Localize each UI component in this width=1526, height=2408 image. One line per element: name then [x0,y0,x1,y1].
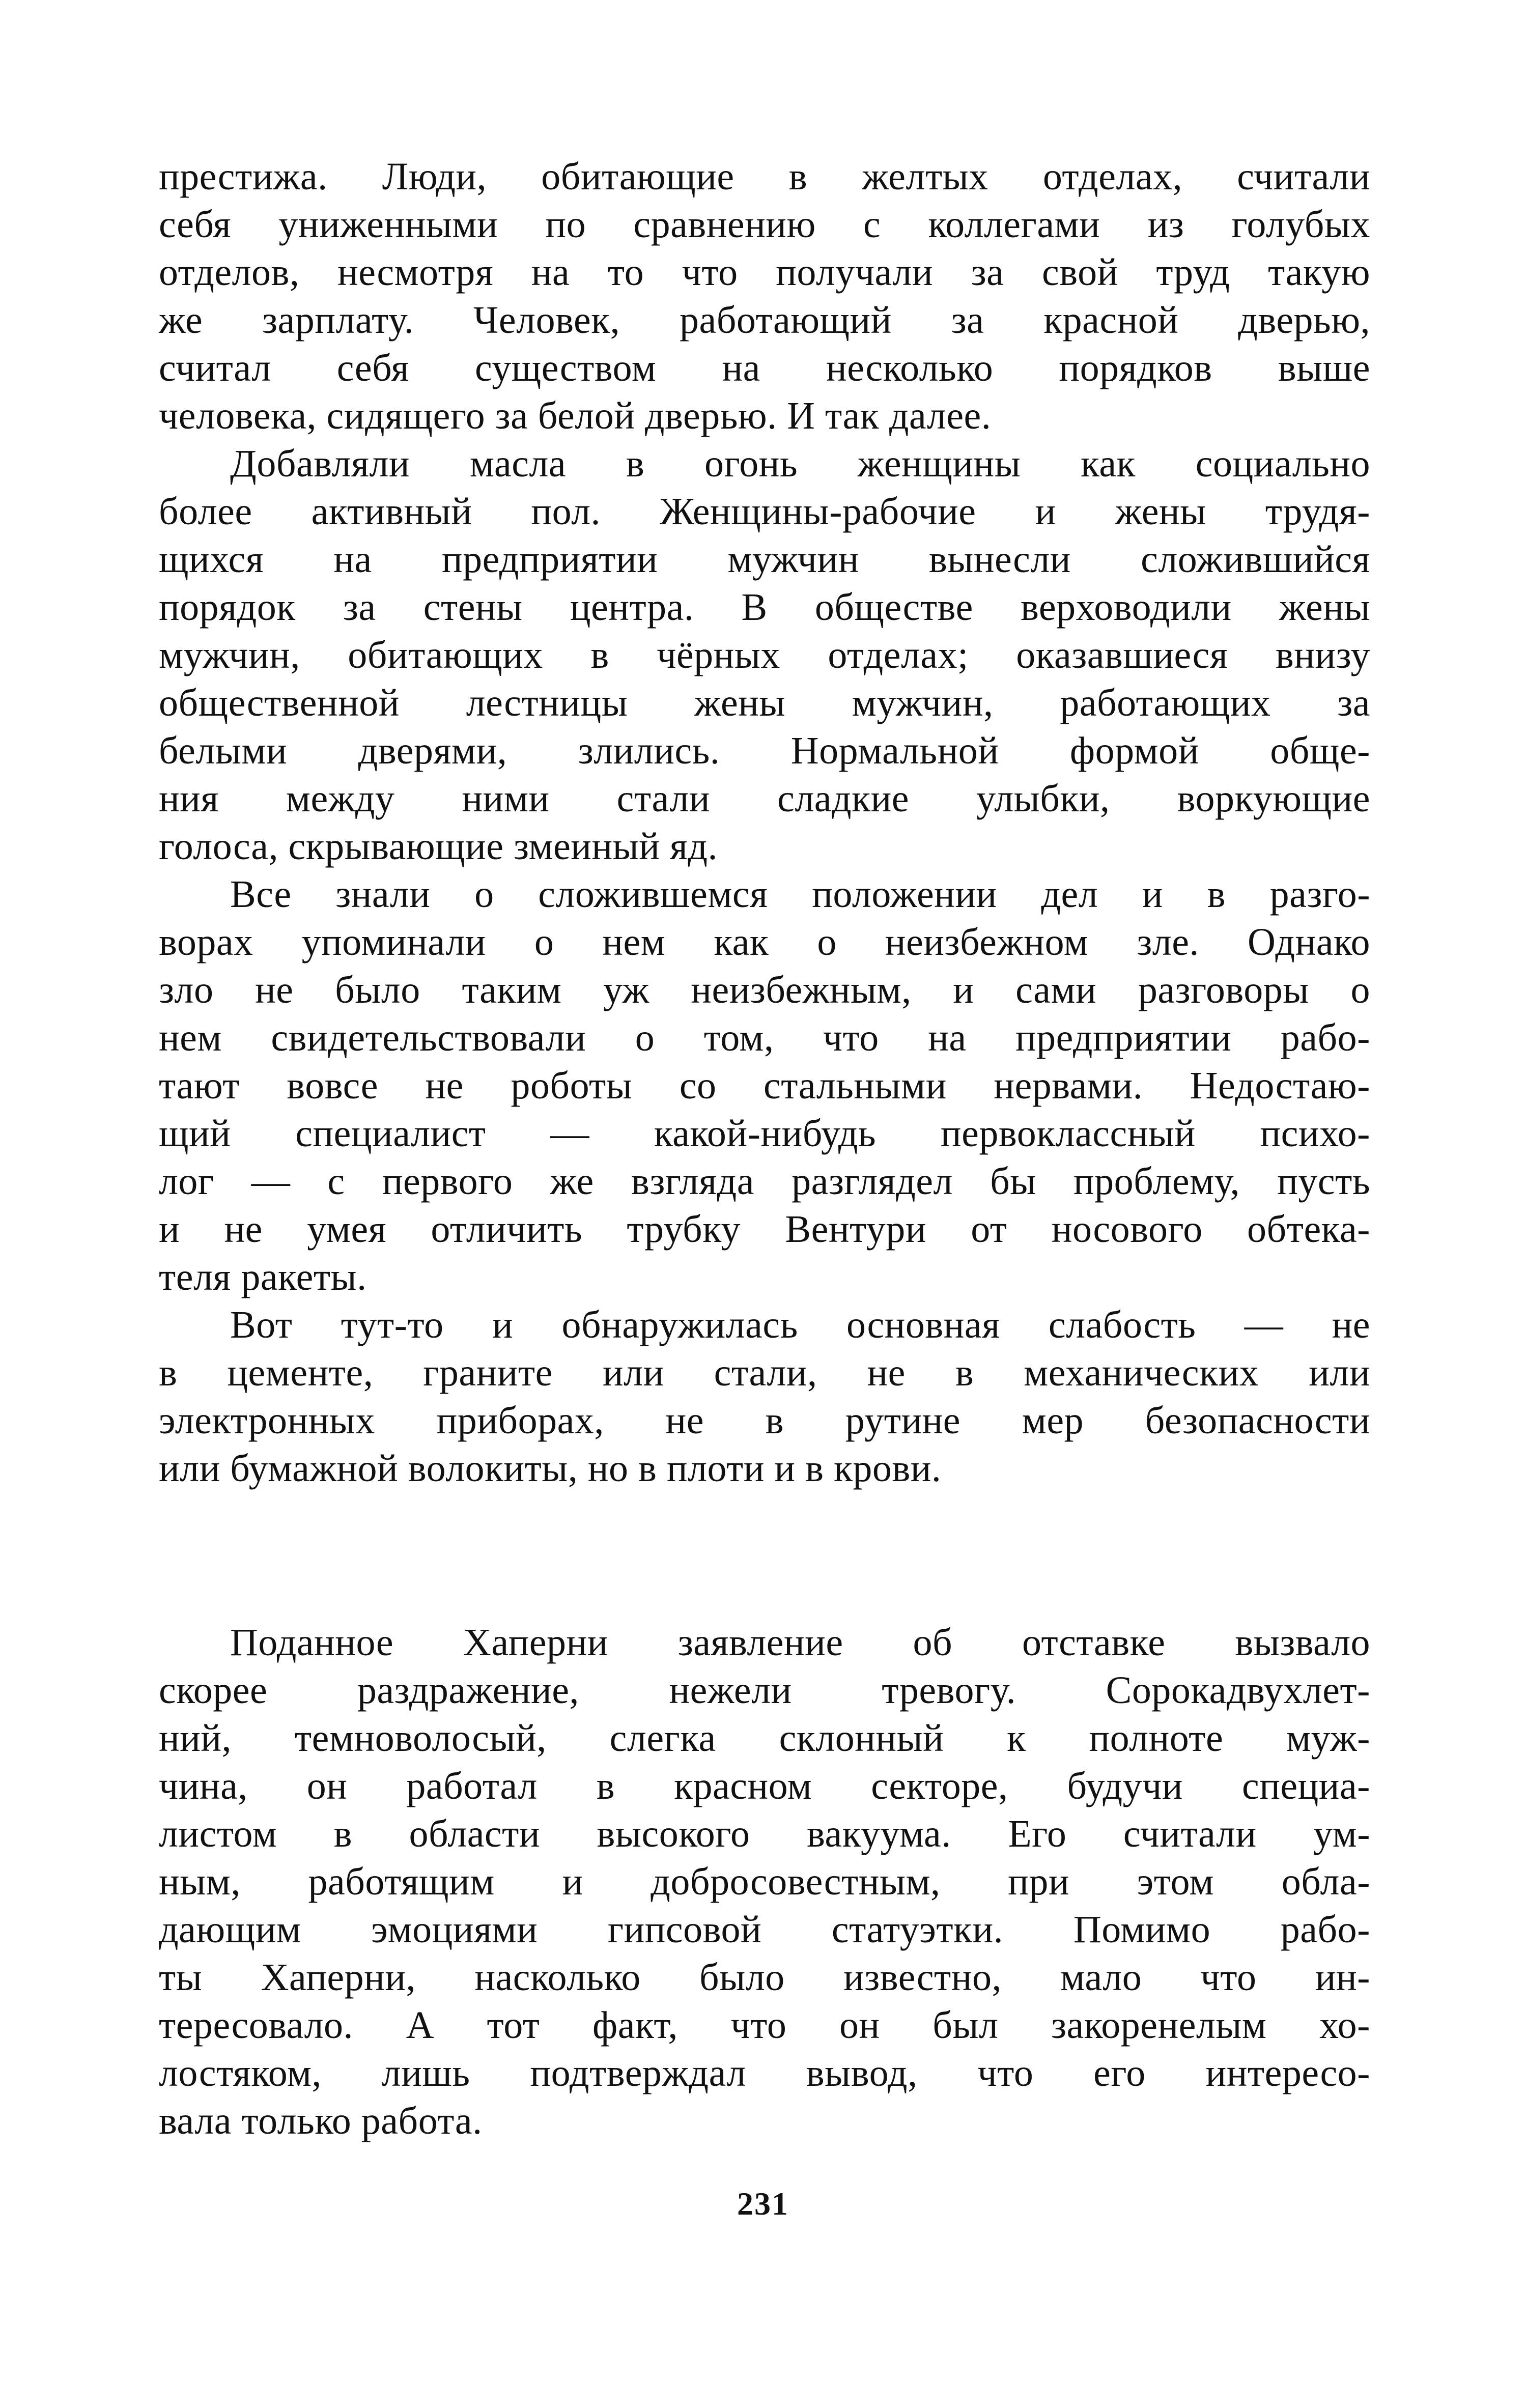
text-line: Вот тут-то и обнаружилась основная слабость — не [230,1304,1370,1346]
text-line: в цементе, граните или стали, не в механических или [159,1351,1370,1394]
text-line: престижа. Люди, обитающие в желтых отделах, считали [159,155,1370,198]
text-line: чина, он работал в красном секторе, будучи специа- [159,1765,1370,1807]
page-number: 231 [737,2186,789,2222]
text-line: лостяком, лишь подтверждал вывод, что его интересо- [159,2052,1370,2094]
text-line: щий специалист — какой-нибудь первоклассный психо- [159,1112,1370,1155]
text-line: щихся на предприятии мужчин вынесли сложившийся [159,538,1370,581]
text-line: тают вовсе не роботы со стальными нервами. Недостаю- [159,1064,1370,1107]
text-line: ты Хаперни, насколько было известно, мало что ин- [159,1956,1370,1999]
text-line: ворах упоминали о нем как о неизбежном зле. Однако [159,921,1370,964]
text-line: мужчин, обитающих в чёрных отделах; оказавшиеся внизу [159,634,1370,676]
text-section-1 [159,153,1370,1492]
text-line: Поданное Хаперни заявление об отставке вызвало [230,1621,1370,1664]
text-line: нем свидетельствовали о том, что на предприятии рабо- [159,1016,1370,1059]
text-line: же зарплату. Человек, работающий за красной дверью, [159,299,1370,342]
text-line: белыми дверями, злились. Нормальной формой обще- [159,729,1370,772]
text-line: общественной лестницы жены мужчин, работающих за [159,682,1370,724]
text-line: и не умея отличить трубку Вентури от носового обтека- [159,1208,1370,1251]
text-line: ным, работящим и добросовестным, при этом обла- [159,1860,1370,1903]
text-line: вала только работа. [159,2100,483,2142]
text-line: листом в области высокого вакуума. Его считали ум- [159,1812,1370,1855]
text-line: Все знали о сложившемся положении дел и в разго- [230,873,1370,916]
text-line: порядок за стены центра. В обществе верховодили жены [159,586,1370,629]
text-line: себя униженными по сравнению с коллегами из голубых [159,203,1370,246]
text-line: дающим эмоциями гипсовой статуэтки. Помимо рабо- [159,1908,1370,1951]
text-line: зло не было таким уж неизбежным, и сами разговоры о [159,969,1370,1011]
text-line: тересовало. А тот факт, что он был закоренелым хо- [159,2004,1370,2047]
text-line: отделов, несмотря на то что получали за свой труд такую [159,251,1370,294]
text-line: электронных приборах, не в рутине мер безопасности [159,1399,1370,1442]
text-line: или бумажной волокиты, но в плоти и в крови. [159,1447,942,1490]
text-line: человека, сидящего за белой дверью. И так далее. [159,394,992,437]
text-section-2 [159,1619,1370,2145]
text-line: Добавляли масла в огонь женщины как социально [230,442,1370,485]
text-line: ния между ними стали сладкие улыбки, воркующие [159,777,1370,820]
text-line: ний, темноволосый, слегка склонный к полноте муж- [159,1717,1370,1760]
text-line: лог — с первого же взгляда разглядел бы проблему, пусть [159,1160,1370,1203]
text-line: считал себя существом на несколько порядков выше [159,347,1370,389]
text-line: более активный пол. Женщины-рабочие и жены трудя- [159,490,1370,533]
text-line: скорее раздражение, нежели тревогу. Сорокадвухлет- [159,1669,1370,1712]
text-line: голоса, скрывающие змеиный яд. [159,825,718,868]
text-line: теля ракеты. [159,1256,367,1298]
